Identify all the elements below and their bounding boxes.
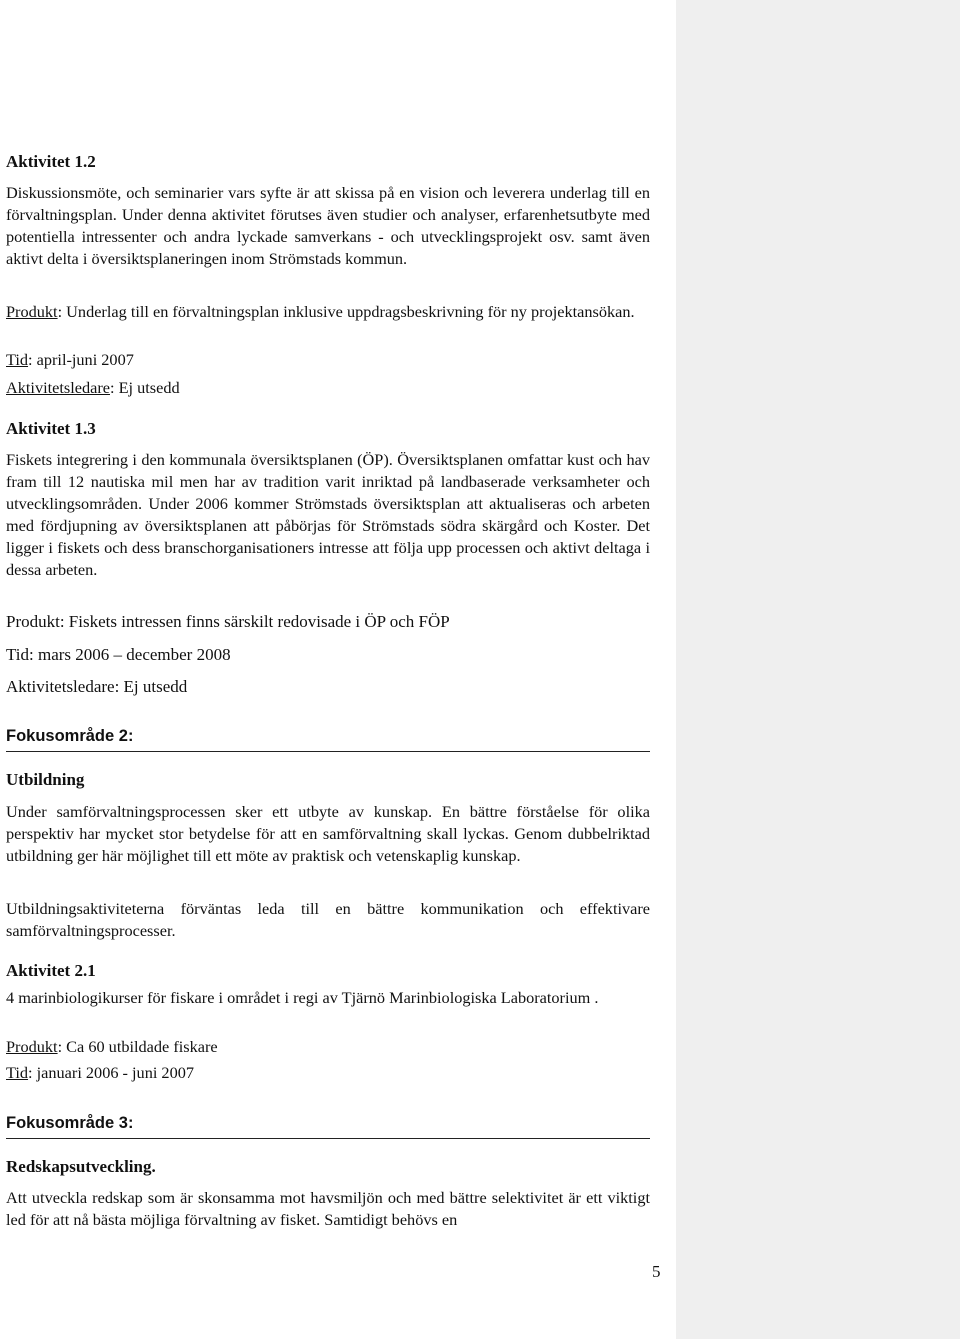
focus-area-2-para-2: Utbildningsaktiviteterna förväntas leda till en bättre kommunikation och effektivare samförvaltningsprocesser. (6, 899, 650, 940)
activity-2-1-tid (6, 1062, 650, 1084)
focus-area-3-para-1: Att utveckla redskap som är skonsamma mot havsmiljön och med bättre selektivitet är ett viktigt led för att nå bästa möjliga förvaltning av fisket. Samtidigt behövs en (6, 1188, 650, 1229)
tid-text: : april-juni 2007 (28, 350, 134, 369)
focus-area-3-heading: Fokusområde 3: (6, 1112, 650, 1139)
activity-1-2-tid (6, 349, 650, 371)
activity-1-2-description: Diskussionsmöte, och seminarier vars syfte är att skissa på en vision och leverera underlag till en förvaltningsplan. Under denna aktivitet förutses även studier och analyser, erfarenhetsutbyte med potentiella intressenter och andra lyckade samverkans - och utvecklingsprojekt osv. samt även aktivt delta i översiktsplaneringen inom Strömstads kommun. (6, 183, 650, 268)
activity-1-3-produkt: Produkt: Fiskets intressen finns särskilt redovisade i ÖP och FÖP (6, 612, 450, 631)
tid-text: : januari 2006 - juni 2007 (28, 1063, 194, 1082)
focus-area-2-subheading: Utbildning (6, 770, 85, 789)
activity-1-2-title: Aktivitet 1.2 (6, 152, 96, 171)
produkt-label: Produkt (6, 302, 58, 321)
produkt-label: Produkt (6, 1037, 58, 1056)
activity-1-2-produkt (6, 301, 650, 323)
comment-margin (676, 0, 960, 1339)
ledare-label: Aktivitetsledare (6, 378, 110, 397)
activity-1-3-tid: Tid: mars 2006 – december 2008 (6, 645, 231, 664)
activity-1-3-title: Aktivitet 1.3 (6, 419, 96, 438)
focus-area-2-heading: Fokusområde 2: (6, 725, 650, 752)
activity-2-1-description: 4 marinbiologikurser för fiskare i området i regi av Tjärnö Marinbiologiska Laboratorium . (6, 988, 599, 1007)
tid-label: Tid (6, 350, 29, 369)
produkt-text: : Underlag till en förvaltningsplan inklusive uppdragsbeskrivning för ny projektansökan. (57, 302, 635, 321)
activity-1-3-description: Fiskets integrering i den kommunala översiktsplanen (ÖP). Översiktsplanen omfattar kust och hav fram till 12 nautiska mil men har av tradition varit inriktad på landbaserade verksamheter och utvecklingsområden. Under 2006 kommer Strömstads översiktsplan att aktualiseras och arbeten med fördjupning av översiktsplanen att påbörjas för Strömstads södra skärgård och Koster. Det ligger i fiskets och dess branschorganisationers intresse att följa upp processen och aktivt deltaga i dessa arbeten. (6, 450, 650, 579)
ledare-text: : Ej utsedd (109, 378, 180, 397)
activity-2-1-title: Aktivitet 2.1 (6, 961, 96, 980)
activity-1-2-ledare (6, 377, 650, 399)
activity-2-1-produkt (6, 1036, 650, 1058)
page-number: 5 (652, 1262, 661, 1281)
focus-area-3-subheading: Redskapsutveckling. (6, 1157, 156, 1176)
tid-label: Tid (6, 1063, 29, 1082)
activity-1-3-ledare: Aktivitetsledare: Ej utsedd (6, 677, 188, 696)
produkt-text: : Ca 60 utbildade fiskare (57, 1037, 218, 1056)
focus-area-2-para-1: Under samförvaltningsprocessen sker ett utbyte av kunskap. En bättre förståelse för olika perspektiv har mycket stor betydelse för att en samförvaltning skall lyckas. Genom dubbelriktad utbildning ger här möjlighet till ett möte av praktisk och vetenskaplig kunskap. (6, 802, 650, 865)
